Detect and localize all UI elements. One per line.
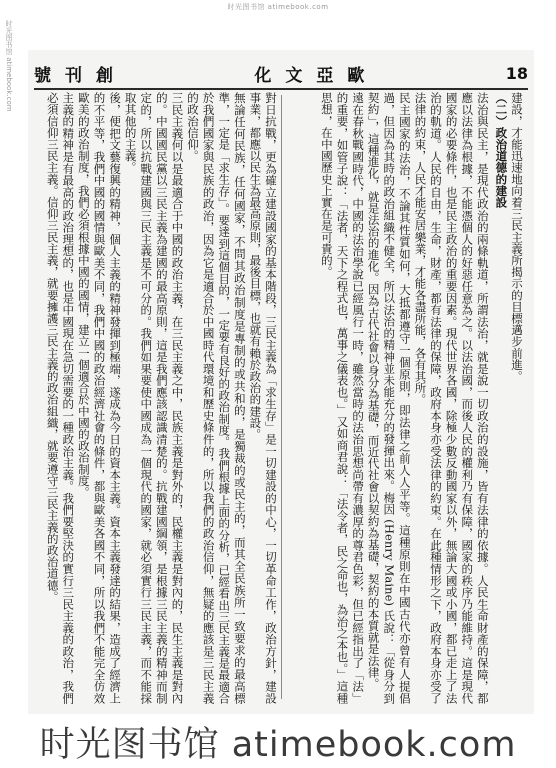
paragraph: 三民主義何以是最適合于中國的政治主義，在三民主義之中，民族主義是對外的，民權主義是對內的，民生主義是對內的。中國國民黨以三民主義為建國的最高原則，這是我們應該認識清楚的。抗戰建國綱領，是根據三民主義的精神而制定的，所以抗戰建國與三民主義是不可分的。我們如果要使中國成為一個現代的國家，就必須實行三民主義，而不能採取其他的主義。 <box>123 92 185 704</box>
page-number: 18 <box>505 63 528 83</box>
page-header <box>34 58 528 90</box>
paragraph: 後，便把文藝復興的精神，個人主義的精神發揮到極端，遂成為今日的資本主義。資本主義發達的結果，造成了經濟上的不平等，我們中國的國情與歐美不同，我們中國的政治經濟社會的條件，都與歐美各國不同，所以我們不能完全仿效歐美的政治制度，我們必須根據中國的國情，建立一個適合於中國的政治制度。 <box>76 92 123 704</box>
journal-issue-label: 號刊創 <box>34 65 127 86</box>
left-text-column <box>40 92 278 704</box>
column-divider <box>281 95 282 699</box>
right-text-column <box>286 92 524 704</box>
paragraph: 建設，才能迅速地向着三民主義所揭示的目標邁步前進。 <box>510 92 524 382</box>
paragraph: 對日抗戰，更為確立建設國家的基本階段，三民主義為「求生存」是一切建設的中心，一切革命工作，政治方針，建設事業，都應以民生為最高原則，最後目標，也就有賴於政治的建設。 <box>248 92 278 704</box>
paragraph: 無論任何民族，任何國家，不問其政治制度是專制的或共和的，是獨裁的或民主的，而其全民族所一致要求的最高標準，一定是「求生存」。要達到這個目的，一定要有良好的政治制度。我們根據上面的分析，已經看出三民主義是最適合於我們國家與民族的政治，因為它是適合於中國時代環境和歷史條件的，所以我們的政治信仰，無疑的應該是三民主義的政治信仰。 <box>186 92 247 704</box>
section-heading: （二）政治道德的建設 <box>494 92 509 208</box>
paragraph: 民主國家的法治，不論其性質如何，大抵都遵守一個原則，即法律之前人人平等。這種原則在中國古代亦曾有人提倡過，但因為其時的政治組織不健全，所以法治的精神並未能充分的發揮出來。梅因 (Henry Maine) 氏說：「從身分到契約」，這種進化，就是法治的進化。因為古代社會以身分為基礎，而近代社會以契約為基礎，契約的本質就是法律。 <box>366 92 412 704</box>
side-watermark: 时光图书馆 atimebook.com <box>5 20 13 112</box>
journal-title: 化文亞歐 <box>254 65 379 86</box>
paragraph: 主義的精神是有最高的政治理想的，也是中國現在急切需要的一種政治主義。我們要堅決的實行三民主義的政治，我們必須信仰三民主義。信仰三民主義，就要擁護三民主義的政治組織，就要遵守三民主義的政治道德。 <box>45 92 76 704</box>
paragraph: 遠在春秋戰國時代，中國的法治學說已經風行一時，雖然當時的法治思想尚帶有濃厚的尊君色彩，但已經指出了「法」的重要，如管子說：「法者，天下之程式也，萬事之儀表也。」又如商君說：「法令者，民之命也，為治之本也。」這種思想，在中國歷史上實在是可貴的。 <box>319 92 366 704</box>
top-watermark: 时光图书馆 atimebook.com <box>227 3 329 11</box>
paragraph: 法治與民主，是現代政治的兩條軌道，所謂法治，就是說一切政治的設施，皆有法律的依據。人民生命財產的保障，都應以法律為根據，不能憑個人的好惡任意為之。以法治國，而後人民的權利乃有保障，國家的秩序乃能維持。這是現代國家的必要條件，也是民主政治的重要因素。現代世界各國，除極少數反動國家以外，無論大國或小國，都已走上了法治的軌道。人民的自由，生命，財產，都有法律的保障，政府本身亦受法律的約束。在此種情形之下，政府本身亦受了法律的約束，人民才能安居樂業，才能各盡所能，各有其所。 <box>413 92 490 704</box>
bottom-watermark: 时光图书馆 atimebook.com <box>39 725 517 765</box>
